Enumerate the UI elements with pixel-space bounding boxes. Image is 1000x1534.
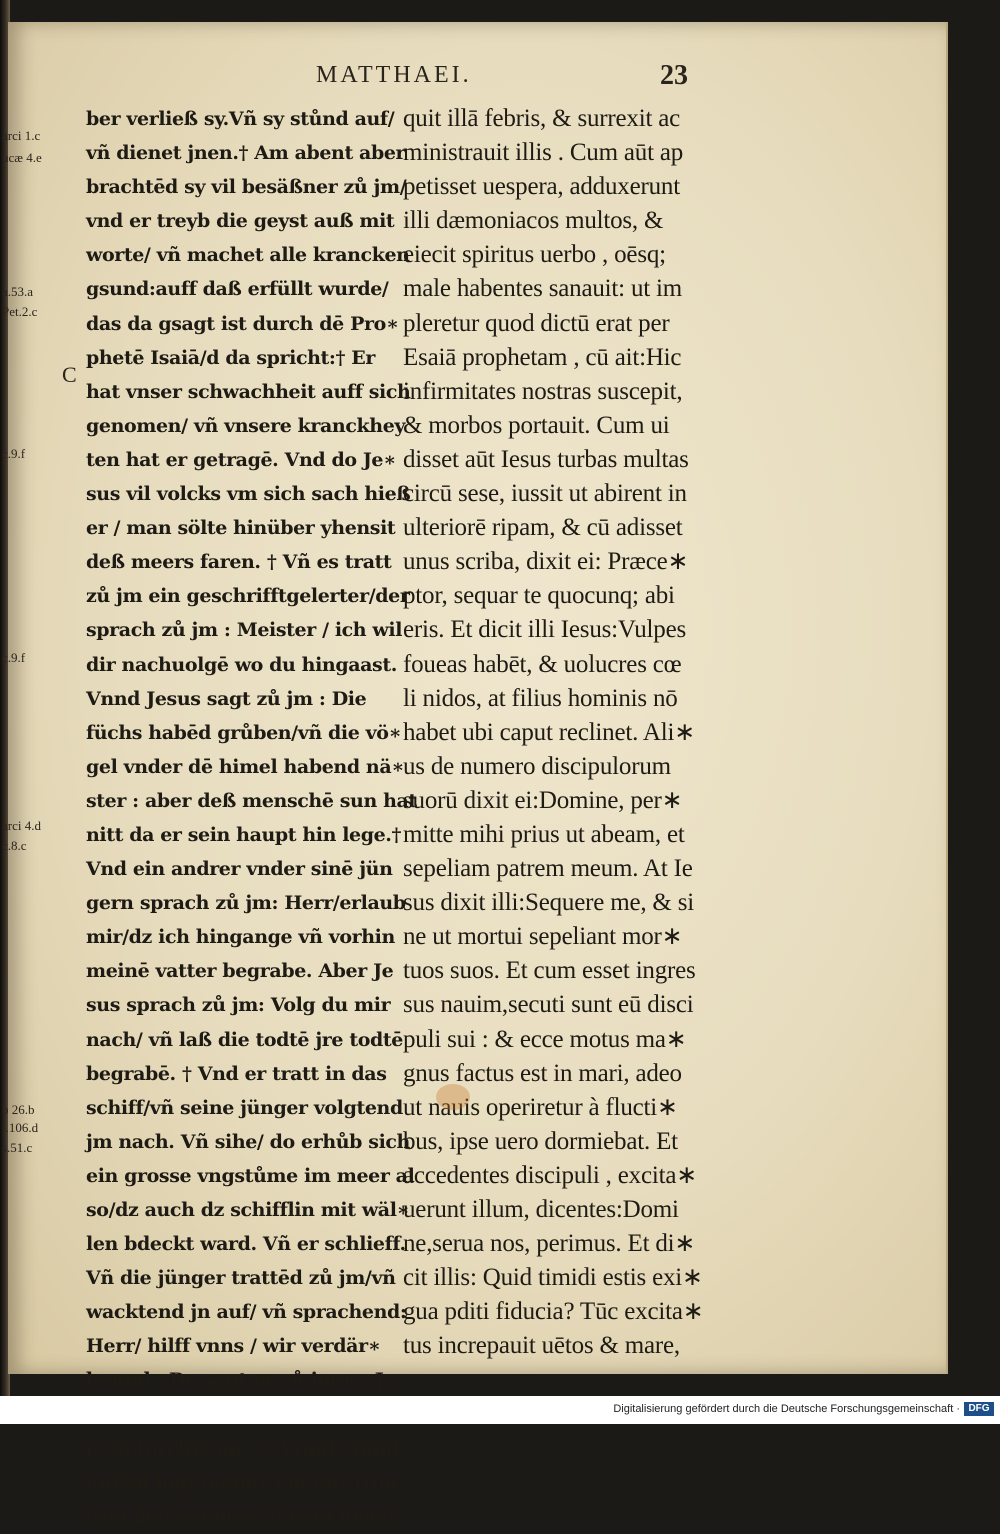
german-line: wen den winden vñ dem meer. (86, 1505, 396, 1528)
latin-line: habet ubi caput reclinet. Ali∗ (403, 718, 695, 746)
latin-line: petisset uespera, adduxerunt (403, 173, 680, 201)
german-line: Vnnd Jesus sagt zů jm : Die (86, 687, 367, 710)
margin-reference: c.9.f (2, 446, 26, 461)
latin-line: tuos suos. Et cum esset ingres (403, 957, 696, 985)
latin-line: suorū dixit ei:Domine, per∗ (403, 786, 683, 814)
folio-number: 23 (660, 60, 688, 91)
latin-line: sus dixit illi:Sequere me, & si (403, 889, 695, 917)
german-line: sprach zů jm : Meister / ich wil (86, 619, 403, 642)
german-line: schiff/vñ seine jünger volgtend (86, 1096, 403, 1119)
latin-line: Esaiā prophetam , cū ait:Hic (403, 343, 682, 371)
german-line: das da gsagt ist durch dē Pro∗ (86, 312, 399, 335)
latin-line: ne,serua nos, perimus. Et di∗ (403, 1230, 696, 1258)
margin-reference: arci 1.c (2, 128, 41, 143)
paper-stain (436, 1084, 470, 1110)
latin-line: gua pditi fiducia? Tūc excita∗ (403, 1298, 704, 1326)
margin-reference: arci 4.d (2, 818, 41, 833)
german-line: genomen/ vñ vnsere kranckhey (86, 414, 406, 437)
german-line: ster : aber deß menschē sun hat (86, 789, 417, 812)
german-line: sus sprach zů jm: Volg du mir (86, 994, 391, 1017)
latin-line: bus, ipse uero dormiebat. Et (403, 1127, 678, 1155)
german-line: nitt da er sein haupt hin lege.† (86, 823, 402, 846)
german-line: gel vnder dē himel habend nä∗ (86, 755, 404, 778)
latin-line: li nidos, at filius hominis nō (403, 684, 678, 712)
german-line: füchs habēd grůben/vñ die vö∗ (86, 721, 402, 744)
section-marker: C (62, 362, 77, 387)
latin-line: tus increpauit uētos & mare, (403, 1332, 680, 1360)
latin-line: circū sese, iussit ut abirent in (403, 480, 687, 508)
german-line: phetē Isaiā/d da spricht:† Er (86, 346, 375, 369)
latin-line: eris. Et dicit illi Iesus:Vulpes (403, 616, 687, 644)
latin-line: ulteriorē ripam, & cū adisset (403, 514, 683, 542)
latin-line: infirmitates nostras suscepit, (403, 377, 683, 405)
margin-reference: Pet.2.c (2, 304, 38, 319)
german-line: so/dz auch dz schifflin mit wäl∗ (86, 1199, 410, 1221)
german-line: gsund:auff daß erfüllt wurde/ (86, 278, 389, 301)
latin-line: us de numero discipulorum (403, 752, 671, 780)
german-line: gern sprach zů jm: Herr/erlaub (86, 892, 406, 915)
latin-line: disset aūt Iesus turbas multas (403, 445, 689, 473)
latin-line: ptor, sequar te quocunq; abi (403, 582, 675, 610)
dfg-logo: DFG (964, 1402, 994, 1416)
funding-credit: Digitalisierung gefördert durch die Deutsche Forschungsgemeinschaft · (613, 1403, 960, 1415)
german-line: meinē vatter begrabe. Aber Je (86, 960, 394, 983)
german-line: nach/ vñ laß die todtē jre todtē (86, 1028, 403, 1051)
german-line: sus vil volcks vm sich sach hieß (86, 483, 411, 506)
margin-reference: ucæ 4.e (2, 150, 42, 165)
margin-reference: s.51.c (2, 1140, 33, 1155)
latin-line: quit illā febris, & surrexit ac (403, 105, 681, 132)
german-line: ein grosse vngstůme im meer al (86, 1164, 415, 1187)
margin-reference: c.9.f (2, 650, 26, 665)
margin-reference: c.8.c (2, 838, 27, 853)
german-line: dir nachuolgē wo du hingaast. (86, 653, 397, 676)
german-line: vnd er treyb die geyst auß mit (86, 210, 395, 233)
latin-line: mitte mihi prius ut abeam, et (403, 820, 685, 848)
german-line: Herr/ hilff vnns / wir verdär∗ (86, 1335, 381, 1358)
german-line: auf/vñ legt gebott ein mit tröu (86, 1471, 398, 1494)
latin-line: sus nauim,secuti sunt eū disci (403, 991, 694, 1019)
latin-line: ne ut mortui sepeliant mor∗ (403, 923, 683, 951)
german-line: jr so forchtsam ? † Vnnd stůnd (86, 1437, 400, 1460)
german-line: mir/dz ich hingange vñ vorhin (86, 926, 395, 949)
latin-line: puli sui : & ecce motus ma∗ (403, 1025, 687, 1053)
german-line: ber verließ sy.Vñ sy stůnd auf/ (86, 108, 395, 130)
german-line: bennd . Do sagt er zů jnen : Jr (86, 1369, 393, 1392)
german-line: zů jm ein geschrifftgelerter/der (86, 585, 410, 608)
german-line: deß meers faren. † Vñ es tratt (86, 551, 392, 574)
margin-reference: a.53.a (2, 284, 34, 299)
margin-reference: b 26.b (2, 1102, 35, 1117)
german-text-column (86, 102, 417, 1534)
latin-line: illi dæmoniacos multos, & (403, 207, 664, 235)
german-line: len bdeckt ward. Vñ er schlieff. (86, 1233, 406, 1256)
german-line: Vñ die jünger trattēd zů jm/vñ (86, 1267, 396, 1290)
latin-line: ministrauit illis . Cum aūt ap (403, 139, 684, 167)
latin-line: sepeliam patrem meum. At Ie (403, 855, 693, 883)
latin-text-column (403, 102, 703, 1363)
latin-line: gnus factus est in mari, adeo (403, 1059, 682, 1087)
latin-line: uerunt illum, dicentes:Domi (403, 1196, 679, 1223)
german-line: brachtēd sy vil besäßner zů jm/ (86, 176, 407, 199)
german-line: vñ dienet jnen.† Am abent aber (86, 142, 406, 165)
german-line: ten hat er getragē. Vnd do Je∗ (86, 448, 396, 471)
margin-reference: l.106.d (2, 1120, 39, 1135)
latin-line: male habentes sanauit: ut im (403, 275, 683, 303)
latin-line: ut nauis operiretur à flucti∗ (403, 1093, 678, 1121)
latin-line: foueas habēt, & uolucres cœ (403, 650, 682, 678)
latin-line: & morbos portauit. Cum ui (403, 411, 670, 439)
german-line: begrabē. † Vnd er tratt in das (86, 1062, 387, 1085)
german-line: hat vnser schwachheit auff sich (86, 380, 411, 403)
latin-line: pleretur quod dictū erat per (403, 309, 670, 337)
german-line: worte/ vñ machet alle krancken (86, 244, 410, 267)
running-header: MATTHAEI. (316, 62, 472, 88)
german-line: Vnd ein andrer vnder sinē jün (86, 858, 393, 881)
latin-line: eiecit spiritus uerbo , oēsq; (403, 241, 666, 269)
latin-line: accedentes discipuli , excita∗ (403, 1161, 697, 1189)
german-line: jm nach. Vñ sihe/ do erhůb sich (86, 1130, 410, 1153)
german-line: er / man sölte hinüber yhensit (86, 517, 396, 540)
latin-line: cit illis: Quid timidi estis exi∗ (403, 1264, 703, 1292)
german-line: wacktend jn auf/ vñ sprachend: (86, 1301, 407, 1324)
latin-line: unus scriba, dixit ei: Præce∗ (403, 548, 689, 576)
